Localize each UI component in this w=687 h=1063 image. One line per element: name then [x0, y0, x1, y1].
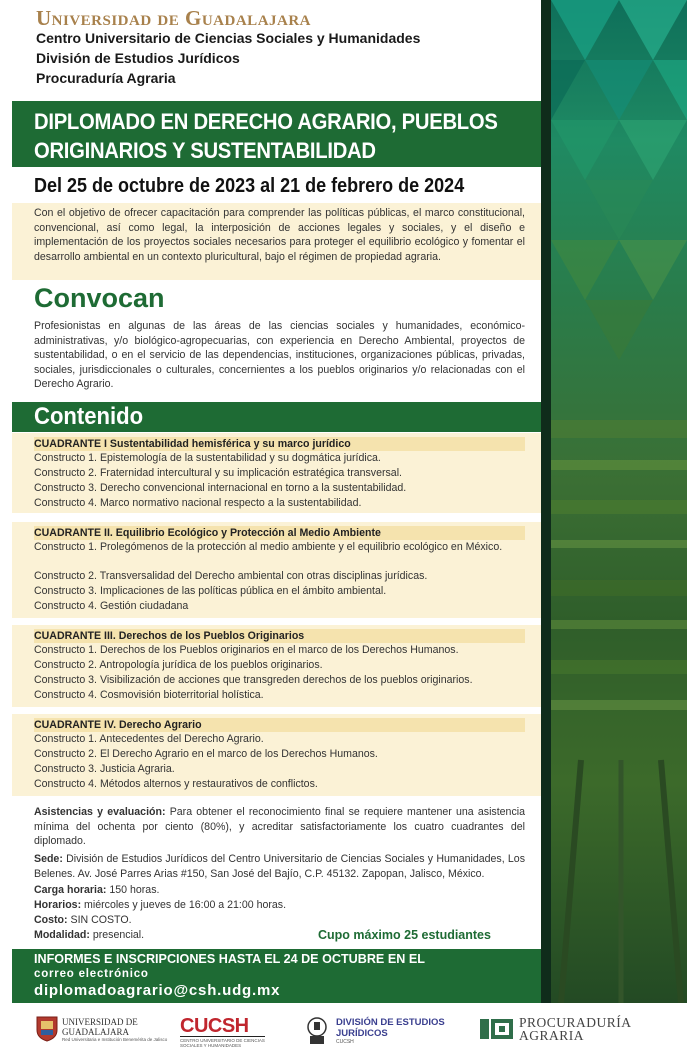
asistencia-block [34, 805, 525, 849]
quadrant-1-item-3: Constructo 3. Derecho convencional internacional en torno a la sustentabilidad. [34, 482, 407, 494]
org-line-cucsh: Centro Universitario de Ciencias Sociales y Humanidades [36, 30, 421, 46]
date-range: Del 25 de octubre de 2023 al 21 de febrero de 2024 [34, 175, 465, 197]
quadrant-2-title: CUADRANTE II. Equilibrio Ecológico y Protección al Medio Ambiente [34, 526, 525, 540]
udg-shield-icon [36, 1016, 58, 1042]
costo-block [34, 913, 525, 928]
quadrant-3-item-4: Constructo 4. Cosmovisión bioterritorial holística. [34, 689, 264, 701]
university-name: Universidad de Guadalajara [36, 6, 312, 30]
asistencia-text: Para obtener el reconocimiento final se requiere mantener una asistencia mínima del ochenta por ciento (80%), y acreditar satisfactoriamente los cuatro cuadrantes del diplomado. [34, 806, 525, 848]
quadrant-2-item-2: Constructo 2. Transversalidad del Derecho ambiental con otras disciplinas jurídicas. [34, 570, 428, 582]
modalidad-label: Modalidad: [34, 929, 90, 941]
carga-label: Carga horaria: [34, 884, 107, 896]
cucsh-logo [180, 1016, 265, 1048]
logos-row [0, 1003, 687, 1063]
udg-small: Red Universitaria e Institución Benemérita de Jalisco [62, 1036, 168, 1042]
diploma-title-line1: DIPLOMADO EN DERECHO AGRARIO, PUEBLOS [34, 109, 498, 134]
quadrant-2-item-3: Constructo 3. Implicaciones de las políticas pública en el ámbito ambiental. [34, 585, 387, 597]
cupo-text: Cupo máximo 25 estudiantes [318, 928, 491, 942]
quadrant-4-item-4: Constructo 4. Métodos alternos y restaurativos de conflictos. [34, 778, 318, 790]
quadrant-4-item-3: Constructo 3. Justicia Agraria. [34, 763, 175, 775]
sede-text: División de Estudios Jurídicos del Centro Universitario de Ciencias Sociales y Humanidades, Los Belenes. Av. José Parres Arias #150, San José del Bajío, C.P. 45132. Zapopan, Jalisco, México. [34, 853, 525, 880]
footer-email-label: correo electrónico [34, 968, 149, 980]
pa-line2: AGRARIA [519, 1028, 585, 1043]
quadrant-3-title: CUADRANTE III. Derechos de los Pueblos Originarios [34, 629, 525, 643]
horarios-block [34, 898, 525, 913]
quadrant-1-item-1: Constructo 1. Epistemología de la sustentabilidad y su dogmática jurídica. [34, 452, 381, 464]
dej-small: CUCSH [336, 1039, 354, 1045]
footer-email[interactable]: diplomadoagrario@csh.udg.mx [34, 982, 281, 999]
title-band [12, 101, 541, 167]
quadrant-1-item-2: Constructo 2. Fraternidad intercultural y su implicación estratégica transversal. [34, 467, 402, 479]
asistencia-label: Asistencias y evaluación: [34, 806, 166, 818]
modalidad-block [34, 928, 294, 943]
quadrant-4-item-1: Constructo 1. Antecedentes del Derecho Agrario. [34, 733, 264, 745]
footer-info-line: INFORMES E INSCRIPCIONES HASTA EL 24 DE OCTUBRE EN EL [34, 952, 425, 966]
contenido-heading: Contenido [34, 403, 144, 430]
quadrant-1-title: CUADRANTE I Sustentabilidad hemisférica y su marco jurídico [34, 437, 525, 451]
horarios-text: miércoles y jueves de 16:00 a 21:00 horas. [84, 899, 287, 911]
sede-label: Sede: [34, 853, 63, 865]
geometric-pattern [551, 0, 687, 1003]
convocan-heading: Convocan [34, 283, 165, 313]
pa-logo [480, 1016, 632, 1042]
quadrant-4-item-2: Constructo 2. El Derecho Agrario en el marco de los Derechos Humanos. [34, 748, 378, 760]
dej-line2: JURÍDICOS [336, 1028, 388, 1039]
quadrant-3-item-3: Constructo 3. Visibilización de acciones que transgreden derechos de los pueblos originarios. [34, 674, 473, 686]
footer-band [12, 949, 541, 1003]
carga-block [34, 883, 525, 898]
dej-logo [304, 1016, 445, 1046]
costo-label: Costo: [34, 914, 68, 926]
udg-line1: UNIVERSIDAD DE [62, 1016, 138, 1027]
org-line-procuraduria: Procuraduría Agraria [36, 70, 176, 86]
horarios-label: Horarios: [34, 899, 82, 911]
pa-line1: PROCURADURÍA [519, 1015, 632, 1030]
contenido-band [12, 402, 541, 432]
pa-emblem-icon [480, 1017, 514, 1041]
quadrant-3-item-1: Constructo 1. Derechos de los Pueblos originarios en el marco de los Derechos Humanos. [34, 644, 459, 656]
quadrant-2-item-1: Constructo 1. Prolegómenos de la protección al medio ambiente y el equilibrio ecológico en México. [34, 541, 503, 553]
cucsh-small: CENTRO UNIVERSITARIO DE CIENCIAS SOCIALES Y HUMANIDADES [180, 1038, 265, 1048]
diploma-title-line2: ORIGINARIOS Y SUSTENTABILIDAD [34, 138, 376, 163]
quadrant-1-item-4: Constructo 4. Marco normativo nacional respecto a la sustentabilidad. [34, 497, 362, 509]
intro-text: Con el objetivo de ofrecer capacitación para comprender las políticas públicas, el marco constitucional, convencional, así como legal, la interposición de acciones legales y sociales, y el diseño e implementación de los proyectos sociales necesarios para proteger el equilibrio ecológico y fomentar el desarrollo ambiental en un contexto pluricultural, bajo el régimen de propiedad agraria. [34, 207, 525, 263]
carga-text: 150 horas. [109, 884, 160, 896]
org-line-division: División de Estudios Jurídicos [36, 50, 240, 66]
quadrant-3-item-2: Constructo 2. Antropología jurídica de los pueblos originarios. [34, 659, 323, 671]
convocan-text: Profesionistas en algunas de las áreas de las ciencias sociales y humanidades, económico-administrativas, y/o biológico-agropecuarias, con experiencia en Derecho Ambiental, proyectos de sustentabilidad, o en el servicio de las dependencias, instituciones, organizaciones públicas, privadas, sociales, jurisdiccionales o culturales, concernientes a los pueblos originarios y/o relacionadas con el Derecho Agrario. [34, 320, 525, 390]
poster [12, 0, 541, 1003]
sede-block [34, 852, 525, 881]
quadrant-2-item-4: Constructo 4. Gestión ciudadana [34, 600, 189, 612]
quadrant-4-title: CUADRANTE IV. Derecho Agrario [34, 718, 525, 732]
dej-line1: DIVISIÓN DE ESTUDIOS [336, 1017, 445, 1028]
dej-seal-icon [304, 1016, 330, 1046]
udg-logo [36, 1016, 167, 1042]
modalidad-text: presencial. [92, 929, 145, 941]
cucsh-wordmark: CUCSH [180, 1015, 249, 1037]
costo-text: SIN COSTO. [70, 914, 132, 926]
landscape-image [551, 0, 687, 1003]
udg-line2: GUADALAJARA [62, 1026, 129, 1037]
